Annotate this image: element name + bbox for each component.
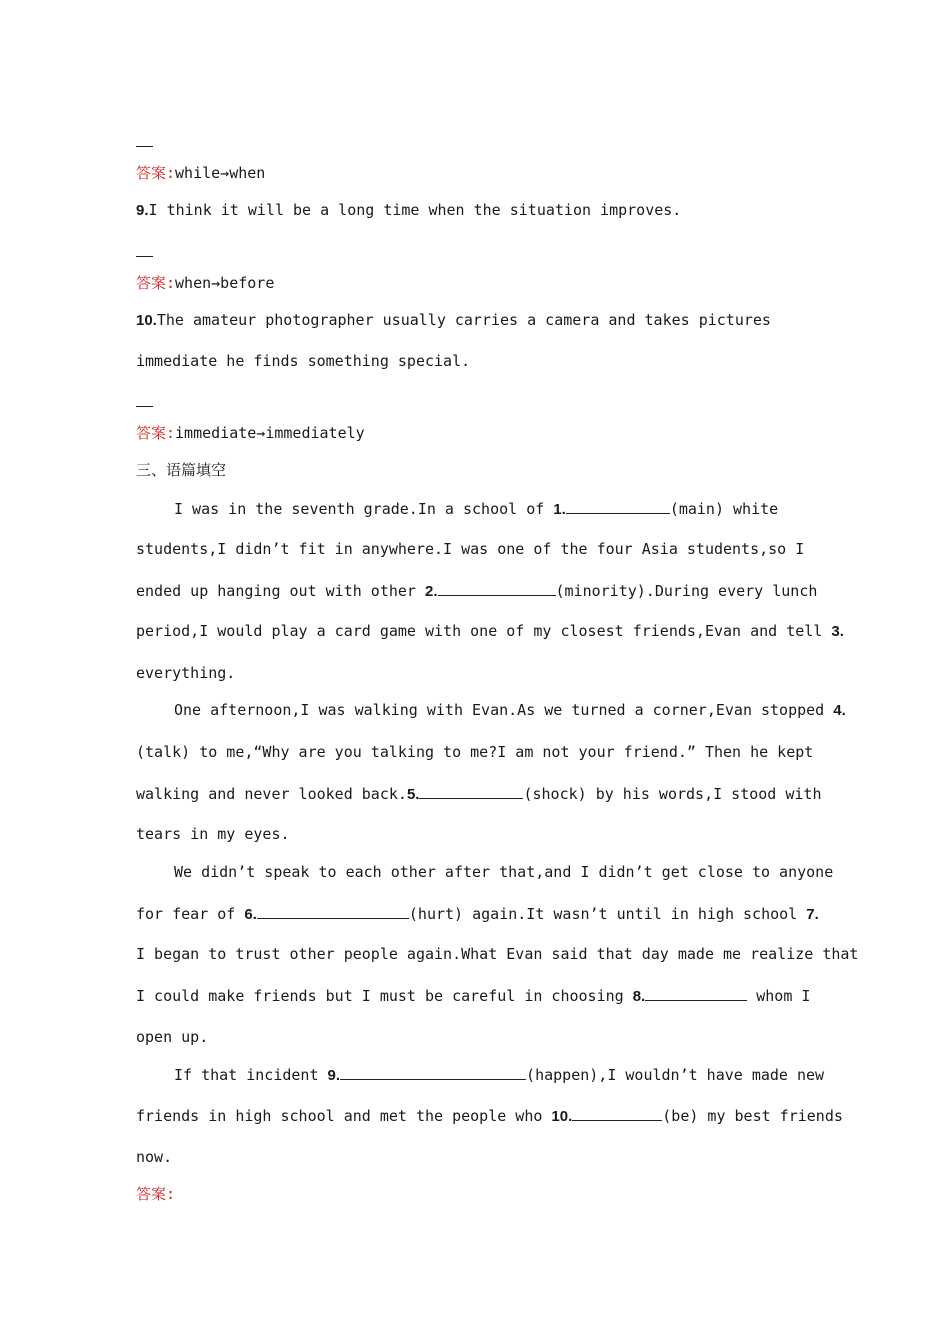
section-title: 三、语篇填空 bbox=[136, 461, 227, 479]
passage-line bbox=[136, 621, 844, 642]
passage-text: I could make friends but I must be careful in choosing bbox=[136, 987, 633, 1005]
passage-line bbox=[136, 985, 810, 1007]
passage-line: tears in my eyes. bbox=[136, 825, 290, 843]
passage-text: (shock) by his words,I stood with bbox=[523, 785, 822, 803]
passage-text: ended up hanging out with other bbox=[136, 582, 425, 600]
passage-line: (talk) to me,“Why are you talking to me?I am not your friend.” Then he kept bbox=[136, 743, 814, 761]
blank-number: 8. bbox=[632, 988, 646, 1005]
answer-dash bbox=[136, 406, 153, 407]
blank-number: 2. bbox=[424, 583, 438, 600]
blank-line bbox=[340, 1064, 526, 1080]
blank-number: 4. bbox=[833, 702, 846, 719]
blank-line bbox=[419, 783, 523, 799]
blank-line bbox=[645, 985, 747, 1001]
question-text: The amateur photographer usually carries a camera and takes pictures bbox=[156, 311, 771, 329]
passage-line bbox=[174, 498, 778, 520]
answer-text: when→before bbox=[175, 274, 275, 292]
question-text-line: immediate he finds something special. bbox=[136, 352, 471, 370]
answer-label: 答案: bbox=[136, 164, 176, 182]
passage-line bbox=[136, 783, 821, 805]
passage-text: whom I bbox=[747, 987, 811, 1005]
passage-text: (minority).During every lunch bbox=[555, 582, 818, 600]
question-number: 10. bbox=[136, 312, 157, 329]
passage-line: everything. bbox=[136, 664, 236, 682]
blank-line bbox=[572, 1105, 662, 1121]
passage-line: students,I didn’t fit in anywhere.I was one of the four Asia students,so I bbox=[136, 540, 805, 558]
question-9 bbox=[136, 200, 681, 221]
blank-number: 7. bbox=[806, 906, 819, 923]
passage-text: (happen),I wouldn’t have made new bbox=[526, 1066, 825, 1084]
answer-line bbox=[136, 423, 365, 443]
answer-label: 答案: bbox=[136, 1185, 176, 1203]
answer-label: 答案: bbox=[136, 424, 176, 442]
answer-dash bbox=[136, 256, 153, 257]
answer-label: 答案: bbox=[136, 274, 176, 292]
passage-text: (main) white bbox=[669, 500, 779, 518]
question-text: I think it will be a long time when the situation improves. bbox=[148, 201, 682, 219]
passage-text: (hurt) again.It wasn’t until in high school bbox=[408, 905, 807, 923]
passage-text: If that incident bbox=[174, 1066, 328, 1084]
blank-line bbox=[257, 903, 409, 919]
blank-line bbox=[566, 498, 670, 514]
blank-number: 3. bbox=[831, 623, 844, 640]
passage-line bbox=[136, 1105, 843, 1127]
passage-text: (be) my best friends bbox=[662, 1107, 843, 1125]
passage-text: for fear of bbox=[136, 905, 245, 923]
passage-line: I began to trust other people again.What Evan said that day made me realize that bbox=[136, 945, 859, 963]
blank-number: 5. bbox=[406, 786, 420, 803]
passage-line bbox=[174, 700, 846, 721]
answer-dash bbox=[136, 146, 153, 147]
answer-line bbox=[136, 163, 265, 183]
passage-text: I was in the seventh grade.In a school of bbox=[174, 500, 554, 518]
question-10 bbox=[136, 310, 771, 331]
passage-line: now. bbox=[136, 1148, 173, 1166]
answer-text: while→when bbox=[175, 164, 266, 182]
passage-text: period,I would play a card game with one of my closest friends,Evan and tell bbox=[136, 622, 832, 640]
blank-line bbox=[438, 580, 556, 596]
passage-text: walking and never looked back. bbox=[136, 785, 407, 803]
passage-text: One afternoon,I was walking with Evan.As we turned a corner,Evan stopped bbox=[174, 701, 834, 719]
question-number: 9. bbox=[136, 202, 149, 219]
passage-text: friends in high school and met the people who bbox=[136, 1107, 552, 1125]
blank-number: 6. bbox=[244, 906, 257, 923]
blank-number: 10. bbox=[551, 1108, 573, 1125]
answer-line bbox=[136, 273, 274, 293]
passage-line bbox=[136, 580, 817, 602]
passage-line: We didn’t speak to each other after that,and I didn’t get close to anyone bbox=[174, 863, 834, 881]
blank-number: 1. bbox=[553, 501, 566, 518]
passage-line: open up. bbox=[136, 1028, 209, 1046]
answer-text: immediate→immediately bbox=[175, 424, 365, 442]
passage-line bbox=[136, 903, 819, 925]
blank-number: 9. bbox=[327, 1067, 341, 1084]
passage-line bbox=[174, 1064, 824, 1086]
